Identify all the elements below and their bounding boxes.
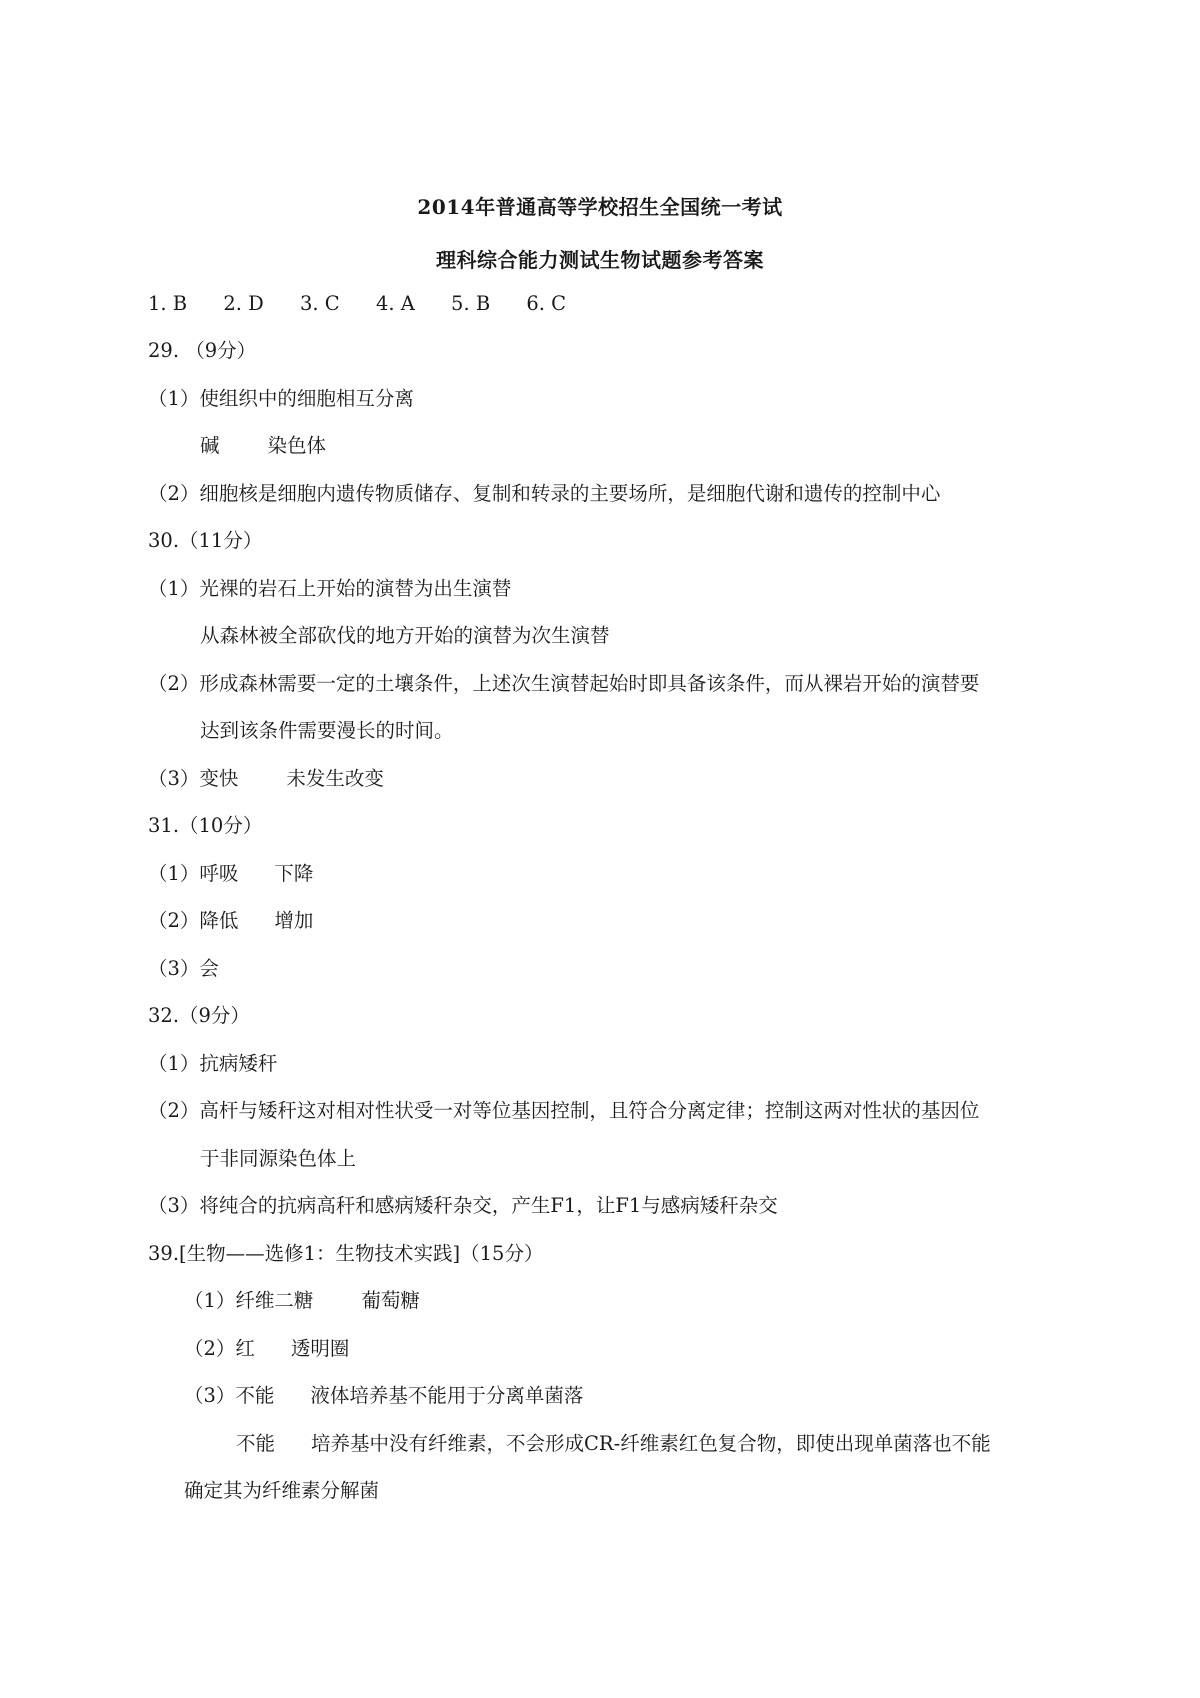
- q39-part2-answer-b: 透明圈: [290, 1337, 350, 1360]
- q39-part1: [184, 1289, 420, 1313]
- q32-part2: （2）高杆与矮秆这对相对性状受一对等位基因控制，且符合分离定律；控制这两对性状的基因位: [148, 1099, 980, 1122]
- mcq-answer-1: 1. B: [148, 292, 188, 315]
- q29-part1: （1）使组织中的细胞相互分离: [148, 387, 414, 410]
- q30-part1-continued: 从森林被全部砍伐的地方开始的演替为次生演替: [200, 624, 610, 647]
- q39-part3-second: [236, 1432, 991, 1456]
- q30-part3: [148, 767, 384, 791]
- q39-part2: [184, 1337, 349, 1361]
- q31-part1-answer-a: （1）呼吸: [148, 862, 239, 885]
- q30-part2: （2）形成森林需要一定的土壤条件，上述次生演替起始时即具备该条件，而从裸岩开始的演替要: [148, 672, 980, 695]
- q31-part3: （3）会: [148, 957, 219, 980]
- q31-part1: [148, 862, 313, 886]
- q29-part2: （2）细胞核是细胞内遗传物质储存、复制和转录的主要场所，是细胞代谢和遗传的控制中心: [148, 482, 941, 505]
- q31-part2-answer-b: 增加: [274, 909, 314, 932]
- q29-heading: 29. （9分）: [148, 339, 257, 362]
- mcq-answer-5: 5. B: [451, 292, 491, 315]
- q39-part3-second-answer-b: 培养基中没有纤维素，不会形成CR-纤维素红色复合物，即使出现单菌落也不能: [311, 1432, 991, 1455]
- q39-heading: 39.[生物——选修1：生物技术实践]（15分）: [148, 1242, 544, 1265]
- q31-part1-answer-b: 下降: [274, 862, 314, 885]
- mcq-answer-4: 4. A: [375, 292, 415, 315]
- document-title: 2014年普通高等学校招生全国统一考试: [417, 195, 783, 219]
- q32-part3: （3）将纯合的抗病高秆和感病矮秆杂交，产生F1，让F1与感病矮秆杂交: [148, 1194, 778, 1217]
- q30-part1: （1）光裸的岩石上开始的演替为出生演替: [148, 577, 512, 600]
- q30-part2-continued: 达到该条件需要漫长的时间。: [200, 719, 454, 742]
- q32-part1: （1）抗病矮秆: [148, 1052, 278, 1075]
- q31-part2: [148, 909, 313, 933]
- q39-part2-answer-a: （2）红: [184, 1337, 255, 1360]
- q30-heading: 30.（11分）: [148, 529, 263, 552]
- q32-part2-continued: 于非同源染色体上: [200, 1147, 357, 1170]
- q29-part1-answers: [200, 434, 326, 458]
- q30-part3-answer-a: （3）变快: [148, 767, 239, 790]
- q32-heading: 32.（9分）: [148, 1004, 250, 1027]
- q39-part3: [184, 1384, 583, 1408]
- q30-part3-answer-b: 未发生改变: [286, 767, 384, 790]
- mcq-answer-2: 2. D: [223, 292, 264, 315]
- q31-part2-answer-a: （2）降低: [148, 909, 239, 932]
- document-subtitle: 理科综合能力测试生物试题参考答案: [436, 248, 764, 272]
- q29-part1-answer-b: 染色体: [267, 434, 327, 457]
- q39-part1-answer-b: 葡萄糖: [361, 1289, 420, 1312]
- mcq-answer-6: 6. C: [526, 292, 567, 315]
- mcq-answers: [148, 292, 596, 316]
- q39-part3-answer-b: 液体培养基不能用于分离单菌落: [310, 1384, 584, 1407]
- q39-part3-second-answer-a: 不能: [236, 1432, 276, 1455]
- q39-part1-answer-a: （1）纤维二糖: [184, 1289, 314, 1312]
- q39-part3-continued: 确定其为纤维素分解菌: [184, 1479, 380, 1502]
- mcq-answer-3: 3. C: [300, 292, 340, 315]
- q29-part1-answer-a: 碱: [200, 434, 220, 457]
- q39-part3-answer-a: （3）不能: [184, 1384, 275, 1407]
- q31-heading: 31.（10分）: [148, 814, 263, 837]
